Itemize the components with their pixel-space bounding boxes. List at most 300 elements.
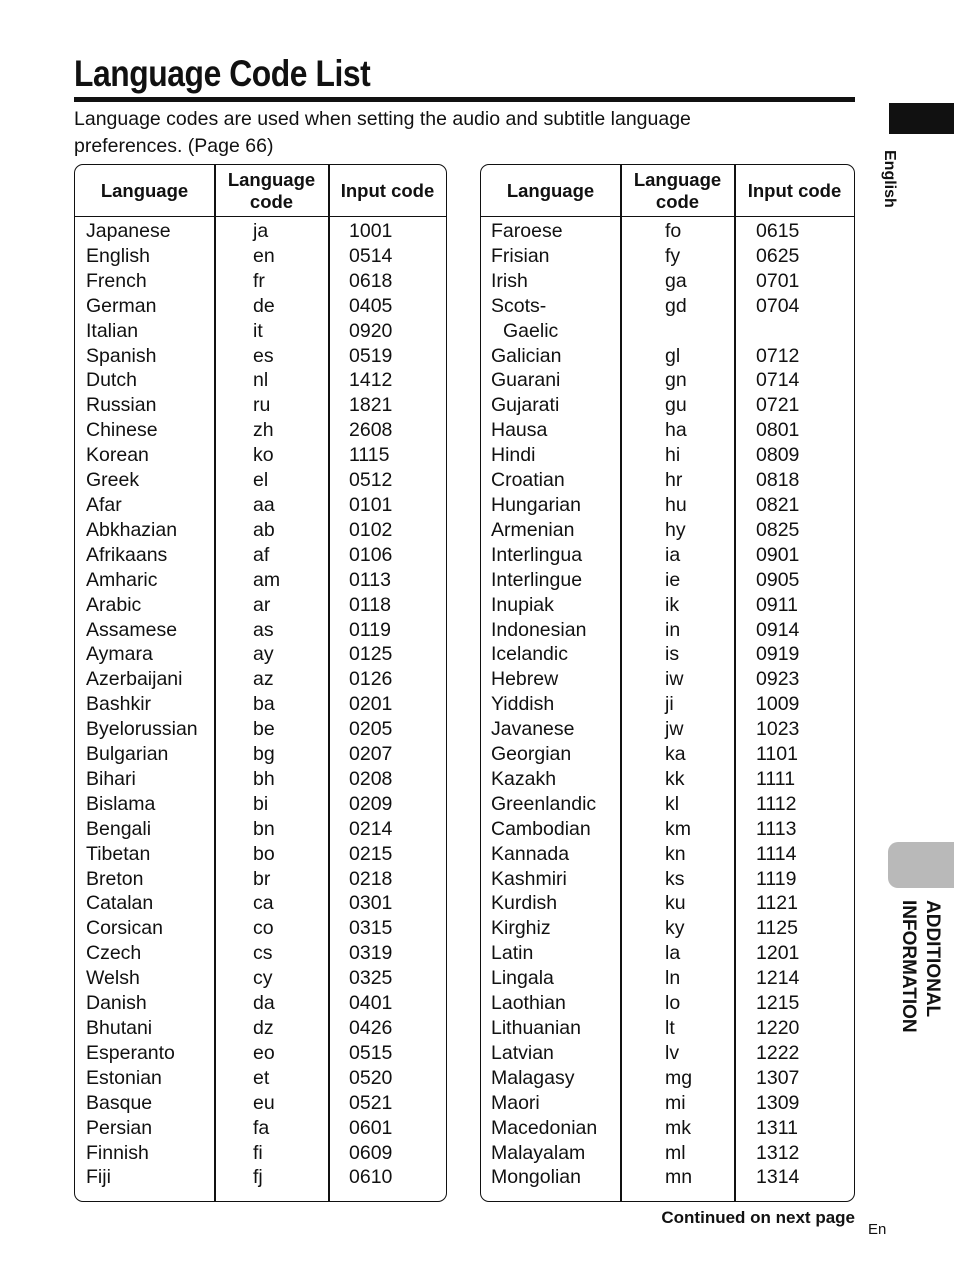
language-code: fo [665, 220, 682, 242]
language-code: bh [253, 767, 275, 790]
table-row [75, 742, 446, 767]
input-code: 0712 [756, 344, 800, 367]
input-code: 1023 [756, 718, 800, 741]
language-code: es [253, 344, 274, 367]
input-code: 2608 [349, 419, 393, 442]
table-row [75, 991, 446, 1016]
table-row [75, 468, 446, 493]
language-name: Azerbaijani [86, 668, 183, 691]
language-code: mg [665, 1066, 693, 1089]
input-code: 1101 [756, 743, 798, 766]
language-code: ga [665, 269, 687, 292]
input-code: 0809 [756, 444, 800, 467]
language-name: Arabic [86, 593, 142, 616]
language-code: zh [253, 419, 274, 442]
table-row [75, 891, 446, 916]
language-name: Esperanto [86, 1041, 175, 1064]
language-code: fy [665, 244, 681, 267]
language-code: ba [253, 693, 275, 716]
language-name: Bihari [86, 767, 136, 790]
language-code: ab [253, 518, 275, 541]
table-row [481, 418, 854, 443]
language-code: ji [665, 693, 674, 716]
input-code: 0920 [349, 319, 393, 342]
input-code: 0207 [349, 743, 393, 766]
input-code: 1214 [756, 967, 800, 990]
input-code: 1114 [756, 842, 797, 865]
side-tab-english-label: English [881, 150, 898, 208]
input-code: 0905 [756, 568, 800, 591]
table-row [481, 269, 854, 294]
language-name: German [86, 294, 157, 317]
language-code: bo [253, 842, 275, 865]
language-name: Dutch [86, 369, 137, 392]
input-code: 0126 [349, 668, 393, 691]
language-name: Malagasy [491, 1066, 575, 1089]
language-code: ha [665, 419, 687, 442]
table-row [75, 518, 446, 543]
language-code: be [253, 718, 275, 741]
language-code: fa [253, 1116, 270, 1139]
language-name: Latin [491, 942, 534, 965]
side-tab-line-2: INFORMATION [898, 900, 919, 1033]
language-name: Gujarati [491, 394, 560, 417]
input-code: 0119 [349, 618, 391, 641]
input-code: 1201 [756, 942, 800, 965]
language-name: Estonian [86, 1066, 162, 1089]
input-code: 1220 [756, 1017, 800, 1039]
language-name: Maori [491, 1091, 540, 1114]
input-code: 0825 [756, 518, 800, 541]
input-code: 0701 [756, 269, 800, 292]
table-row [75, 344, 446, 369]
table-row [75, 916, 446, 941]
language-code: eo [253, 1041, 275, 1064]
language-code: aa [253, 493, 275, 516]
table-row [75, 568, 446, 593]
language-code: am [253, 568, 281, 591]
table-row [481, 941, 854, 966]
language-code: mi [665, 1091, 686, 1114]
table-row [75, 717, 446, 742]
table-row [75, 1141, 446, 1166]
language-name: Gaelic [503, 319, 559, 342]
table-row [481, 593, 854, 618]
language-name: Abkhazian [86, 518, 178, 541]
language-code: cs [253, 942, 273, 965]
input-code: 1115 [349, 444, 390, 467]
language-code: ml [665, 1141, 686, 1164]
language-code: iw [665, 668, 684, 691]
language-name: Kashmiri [491, 867, 567, 890]
language-name: Lingala [491, 967, 554, 990]
table-row [481, 443, 854, 468]
table-row [75, 867, 446, 892]
language-name: Greenlandic [491, 792, 597, 815]
language-table-right [480, 164, 855, 1202]
input-code: 0714 [756, 369, 800, 392]
table-row [481, 867, 854, 892]
language-code: ru [253, 394, 271, 417]
table-row [481, 767, 854, 792]
input-code: 1311 [756, 1116, 798, 1139]
table-row [75, 1066, 446, 1091]
language-name: Welsh [86, 967, 140, 990]
input-code: 0315 [349, 917, 393, 940]
language-name: Persian [86, 1116, 153, 1139]
table-row [75, 543, 446, 568]
language-table-left [74, 164, 447, 1202]
language-code: fj [253, 1166, 263, 1189]
input-code: 0520 [349, 1066, 393, 1089]
input-code: 1314 [756, 1166, 800, 1189]
language-code: nl [253, 369, 269, 392]
intro-text: Language codes are used when setting the audio and subtitle language preferences. (Page 66) [74, 108, 691, 157]
continued-note: Continued on next page [661, 1208, 855, 1227]
language-code: co [253, 917, 274, 940]
table-row [75, 618, 446, 643]
language-code: dz [253, 1017, 274, 1039]
language-name: Catalan [86, 892, 154, 915]
language-name: Yiddish [491, 693, 555, 716]
language-name: Assamese [86, 618, 178, 641]
header-input-code: Input code [747, 179, 842, 201]
table-row [481, 468, 854, 493]
language-code: gn [665, 369, 687, 392]
language-name: English [86, 244, 150, 267]
input-code: 0118 [349, 593, 391, 616]
input-code: 1312 [756, 1141, 800, 1164]
table-row [481, 742, 854, 767]
input-code: 0610 [349, 1166, 393, 1189]
language-name: Bulgarian [86, 743, 169, 766]
language-name: Faroese [491, 220, 563, 242]
language-code: af [253, 543, 270, 566]
input-code: 0601 [349, 1116, 393, 1139]
table-row [481, 518, 854, 543]
input-code: 1009 [756, 693, 800, 716]
table-row [481, 817, 854, 842]
table-row [75, 1116, 446, 1141]
table-row [75, 319, 446, 344]
language-code: az [253, 668, 274, 691]
input-code: 1821 [349, 394, 393, 417]
language-code: gl [665, 344, 681, 367]
section-marker-block [889, 103, 954, 134]
table-row [481, 568, 854, 593]
language-name: Chinese [86, 419, 158, 442]
language-code: mk [665, 1116, 691, 1139]
input-code: 0106 [349, 543, 393, 566]
table-row [481, 344, 854, 369]
input-code: 0218 [349, 867, 393, 890]
input-code: 0102 [349, 518, 393, 541]
table-row [75, 393, 446, 418]
input-code: 0615 [756, 220, 800, 242]
input-code: 0801 [756, 419, 800, 442]
table-row [481, 368, 854, 393]
language-code: hr [665, 469, 683, 492]
header-input-code: Input code [340, 179, 435, 201]
input-code: 1111 [756, 767, 796, 790]
language-name: Kurdish [491, 892, 558, 915]
language-name: Hebrew [491, 668, 559, 691]
header-language-code: Language code [633, 168, 722, 212]
table-row [75, 767, 446, 792]
language-code: kl [665, 792, 680, 815]
language-name: Bhutani [86, 1017, 153, 1039]
language-name: Italian [86, 319, 139, 342]
section-tab-marker [888, 842, 954, 888]
language-code: br [253, 867, 271, 890]
language-code: jw [665, 718, 684, 741]
table-row [481, 393, 854, 418]
page-title: Language Code List [74, 53, 371, 94]
table-row [75, 842, 446, 867]
table-row [75, 817, 446, 842]
language-code: gd [665, 294, 687, 317]
language-code: bg [253, 743, 275, 766]
input-code: 0401 [349, 992, 393, 1015]
language-code: is [665, 643, 680, 666]
language-name: Bashkir [86, 693, 152, 716]
input-code: 1113 [756, 817, 797, 840]
language-name: Latvian [491, 1041, 554, 1064]
table-row [481, 1066, 854, 1091]
language-code: it [253, 319, 263, 342]
language-code: ar [253, 593, 271, 616]
language-code: eu [253, 1091, 275, 1114]
language-name: Tibetan [86, 842, 151, 865]
language-name: Byelorussian [86, 718, 198, 741]
table-header [75, 165, 446, 217]
language-code: mn [665, 1166, 693, 1189]
table-row [481, 294, 854, 319]
table-row [481, 642, 854, 667]
table-row [481, 891, 854, 916]
input-code: 0818 [756, 469, 800, 492]
table-row [75, 294, 446, 319]
language-name: Spanish [86, 344, 157, 367]
input-code: 1222 [756, 1041, 800, 1064]
input-code: 0901 [756, 543, 800, 566]
table-body [481, 219, 854, 1190]
language-code: hi [665, 444, 681, 467]
table-row [75, 667, 446, 692]
input-code: 0514 [349, 244, 393, 267]
language-code: ky [665, 917, 685, 940]
table-row [481, 991, 854, 1016]
table-row [481, 543, 854, 568]
input-code: 1309 [756, 1091, 800, 1114]
input-code: 0521 [349, 1091, 393, 1114]
page-language-mark: En [868, 1221, 887, 1238]
language-name: French [86, 269, 147, 292]
input-code: 0515 [349, 1041, 393, 1064]
input-code: 0721 [756, 394, 800, 417]
input-code: 0914 [756, 618, 800, 641]
table-row [481, 618, 854, 643]
language-name: Afar [86, 493, 122, 516]
input-code: 0125 [349, 643, 393, 666]
input-code: 0405 [349, 294, 393, 317]
input-code: 0519 [349, 344, 393, 367]
language-name: Fiji [86, 1166, 111, 1189]
language-name: Aymara [86, 643, 153, 666]
language-code: fr [253, 269, 265, 292]
language-name: Kazakh [491, 767, 557, 790]
input-code: 1119 [756, 867, 797, 890]
input-code: 0512 [349, 469, 393, 492]
table-body [75, 219, 446, 1190]
language-name: Finnish [86, 1141, 149, 1164]
input-code: 0208 [349, 767, 393, 790]
input-code: 1125 [756, 917, 798, 940]
language-name: Danish [86, 992, 147, 1015]
language-code: la [665, 942, 681, 965]
language-code: et [253, 1066, 270, 1089]
header-language: Language [100, 179, 189, 201]
input-code: 0919 [756, 643, 800, 666]
table-row [75, 443, 446, 468]
input-code: 0113 [349, 568, 391, 591]
table-row [75, 493, 446, 518]
language-name: Guarani [491, 369, 561, 392]
table-row [75, 642, 446, 667]
input-code: 0215 [349, 842, 393, 865]
table-row [75, 244, 446, 269]
input-code: 0821 [756, 493, 800, 516]
language-code: ay [253, 643, 274, 666]
language-name: Georgian [491, 743, 572, 766]
language-code: hu [665, 493, 687, 516]
input-code: 1112 [756, 792, 797, 815]
language-code: ku [665, 892, 686, 915]
language-name: Kannada [491, 842, 570, 865]
table-row [481, 667, 854, 692]
table-row [75, 1016, 446, 1041]
table-row [75, 1041, 446, 1066]
input-code: 0319 [349, 942, 393, 965]
title-rule [74, 97, 855, 102]
language-code: in [665, 618, 681, 641]
input-code: 0325 [349, 967, 393, 990]
input-code: 1121 [756, 892, 798, 915]
language-code: kn [665, 842, 686, 865]
language-name: Greek [86, 469, 140, 492]
language-name: Kirghiz [491, 917, 551, 940]
language-code: ks [665, 867, 685, 890]
language-name: Korean [86, 444, 149, 467]
input-code: 0609 [349, 1141, 393, 1164]
language-code: ln [665, 967, 681, 990]
language-code: hy [665, 518, 686, 541]
input-code: 0704 [756, 294, 800, 317]
language-code: ko [253, 444, 274, 467]
language-code: bi [253, 792, 269, 815]
language-name: Cambodian [491, 817, 591, 840]
language-name: Afrikaans [86, 543, 168, 566]
language-name: Amharic [86, 568, 158, 591]
table-row [481, 966, 854, 991]
table-row [481, 692, 854, 717]
input-code: 0214 [349, 817, 393, 840]
language-code: ie [665, 568, 681, 591]
input-code: 0301 [349, 892, 393, 915]
language-code: lt [665, 1017, 675, 1039]
language-name: Laothian [491, 992, 566, 1015]
language-name: Inupiak [491, 593, 554, 616]
input-code: 0426 [349, 1017, 393, 1039]
language-code: ik [665, 593, 680, 616]
language-code: as [253, 618, 274, 641]
table-row [75, 1091, 446, 1116]
language-name: Lithuanian [491, 1017, 581, 1039]
language-name: Frisian [491, 244, 550, 267]
language-name: Corsican [86, 917, 163, 940]
language-name: Breton [86, 867, 144, 890]
table-row [481, 792, 854, 817]
table-row [481, 244, 854, 269]
language-code: km [665, 817, 691, 840]
language-code: kk [665, 767, 685, 790]
input-code: 0201 [349, 693, 393, 716]
language-name: Japanese [86, 220, 171, 242]
language-name: Croatian [491, 469, 565, 492]
table-row [75, 966, 446, 991]
input-code: 0923 [756, 668, 800, 691]
language-name: Hindi [491, 444, 536, 467]
table-row [481, 1041, 854, 1066]
language-name: Russian [86, 394, 157, 417]
language-code: bn [253, 817, 275, 840]
language-name: Armenian [491, 518, 575, 541]
table-row [481, 1091, 854, 1116]
input-code: 0911 [756, 593, 798, 616]
table-row [75, 1165, 446, 1190]
language-name: Irish [491, 269, 528, 292]
table-row [481, 717, 854, 742]
language-code: lo [665, 992, 681, 1015]
table-row [75, 692, 446, 717]
language-code: da [253, 992, 275, 1015]
language-name: Icelandic [491, 643, 568, 666]
language-name: Javanese [491, 718, 575, 741]
language-name: Hausa [491, 419, 548, 442]
table-row [75, 368, 446, 393]
input-code: 0209 [349, 792, 393, 815]
language-code: ja [253, 220, 269, 242]
language-name: Mongolian [491, 1166, 581, 1189]
table-row [481, 493, 854, 518]
table-row [481, 219, 854, 244]
language-name: Interlingue [491, 568, 583, 591]
language-code: gu [665, 394, 687, 417]
table-row [75, 418, 446, 443]
input-code: 1215 [756, 992, 800, 1015]
language-name: Bislama [86, 792, 156, 815]
language-name: Bengali [86, 817, 152, 840]
table-row [75, 269, 446, 294]
input-code: 0101 [349, 493, 393, 516]
table-row [481, 1016, 854, 1041]
language-name: Interlingua [491, 543, 583, 566]
input-code: 1307 [756, 1066, 800, 1089]
table-row [481, 842, 854, 867]
input-code: 0625 [756, 244, 800, 267]
language-name: Czech [86, 942, 142, 965]
language-code: ca [253, 892, 274, 915]
